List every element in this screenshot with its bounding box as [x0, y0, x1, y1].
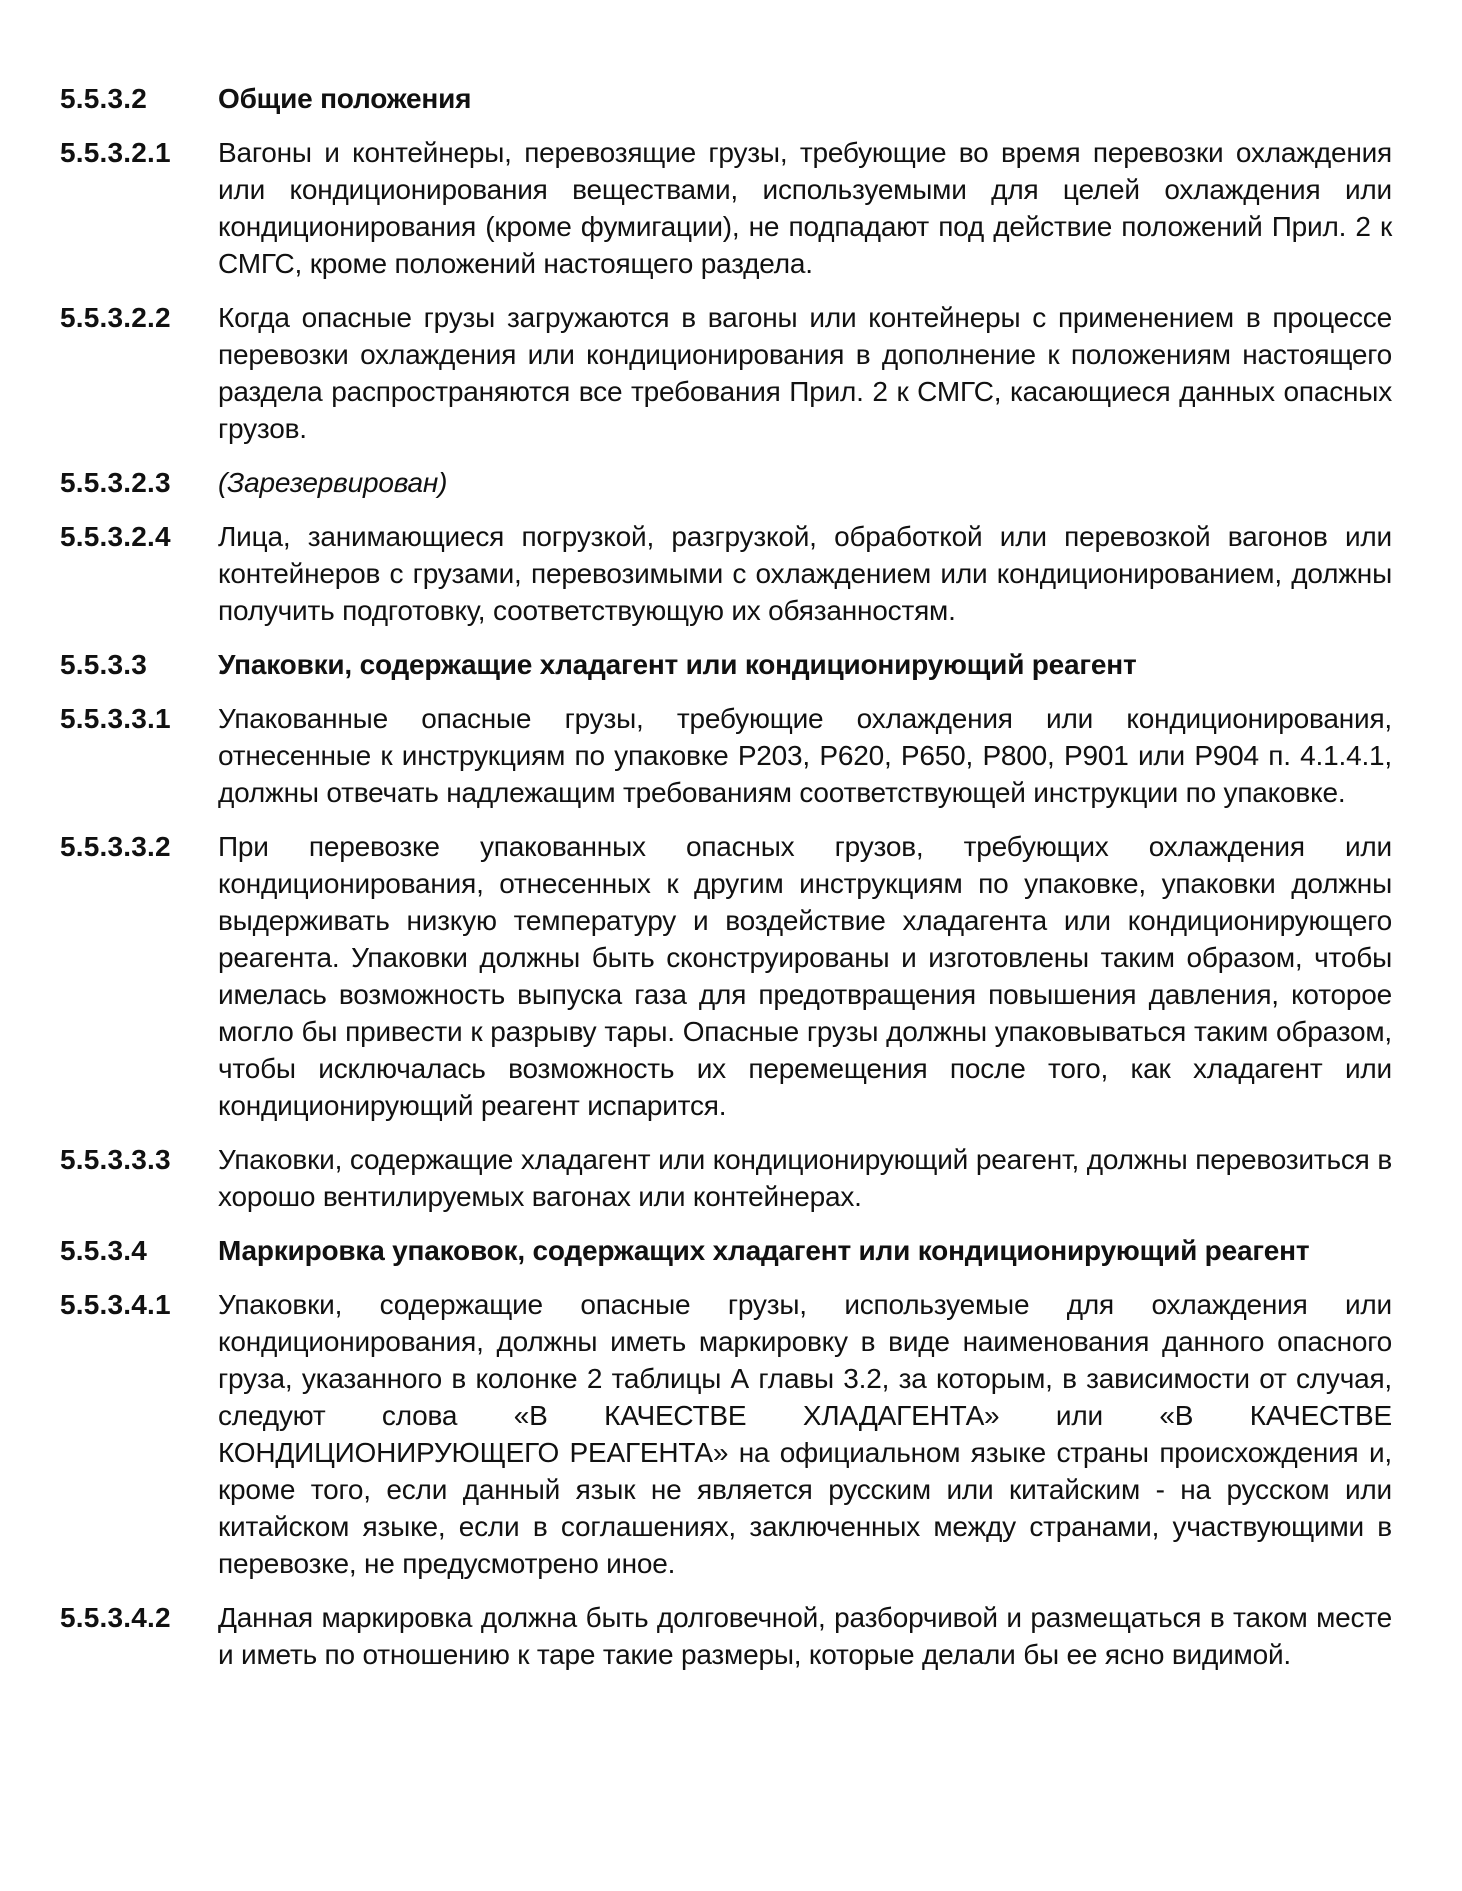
clause-paragraph [60, 518, 1392, 629]
section-number: 5.5.3.3 [60, 649, 148, 680]
clause-paragraph [60, 1286, 1392, 1582]
clause-number: 5.5.3.3.2 [60, 831, 171, 862]
clause-text: Лица, занимающиеся погрузкой, разгрузкой, обработкой или перевозкой вагонов или контейнеров с грузами, перевозимыми с охлаждением или кондиционированием, должны получить подготовку, соответствующую их обязанностям. [218, 521, 1392, 626]
clause-paragraph [60, 1141, 1392, 1215]
clause-paragraph [60, 1599, 1392, 1673]
section-number: 5.5.3.2 [60, 83, 148, 114]
clause-text: При перевозке упакованных опасных грузов, требующих охлаждения или кондиционирования, отнесенных к другим инструкциям по упаковке, упаковки должны выдерживать низкую температуру и воздействие хладагента или кондиционирующего реагента. Упаковки должны быть сконструированы и изготовлены таким образом, чтобы имелась возможность выпуска газа для предотвращения повышения давления, которое могло бы привести к разрыву тары. Опасные грузы должны упаковываться таким образом, чтобы исключалась возможность их перемещения после того, как хладагент или кондиционирующий реагент испарится. [218, 831, 1392, 1121]
section-heading [60, 80, 1392, 117]
clause-paragraph [60, 828, 1392, 1124]
clause-number: 5.5.3.2.1 [60, 137, 171, 168]
clause-number: 5.5.3.4.2 [60, 1602, 171, 1633]
section-heading [60, 1232, 1392, 1269]
clause-paragraph [60, 464, 1392, 501]
clause-text: Упакованные опасные грузы, требующие охлаждения или кондиционирования, отнесенные к инструкциям по упаковке P203, P620, P650, P800, P901 или P904 п. 4.1.4.1, должны отвечать надлежащим требованиям соответствующей инструкции по упаковке. [218, 703, 1392, 808]
clause-paragraph [60, 134, 1392, 282]
clause-text-reserved: (Зарезервирован) [218, 467, 448, 498]
clause-number: 5.5.3.2.3 [60, 467, 171, 498]
section-number: 5.5.3.4 [60, 1235, 148, 1266]
clause-text: Вагоны и контейнеры, перевозящие грузы, требующие во время перевозки охлаждения или кондиционирования веществами, используемыми для целей охлаждения или кондиционирования (кроме фумигации), не подпадают под действие положений Прил. 2 к СМГС, кроме положений настоящего раздела. [218, 137, 1392, 279]
clause-text: Упаковки, содержащие хладагент или кондиционирующий реагент, должны перевозиться в хорошо вентилируемых вагонах или контейнерах. [218, 1144, 1392, 1212]
clause-number: 5.5.3.2.4 [60, 521, 171, 552]
section-title: Маркировка упаковок, содержащих хладагент или кондиционирующий реагент [218, 1235, 1310, 1266]
clause-number: 5.5.3.3.3 [60, 1144, 171, 1175]
clause-number: 5.5.3.3.1 [60, 703, 171, 734]
clause-paragraph [60, 700, 1392, 811]
clause-number: 5.5.3.4.1 [60, 1289, 171, 1320]
document-page [60, 80, 1392, 1690]
section-heading [60, 646, 1392, 683]
section-title: Общие положения [218, 83, 472, 114]
section-title: Упаковки, содержащие хладагент или кондиционирующий реагент [218, 649, 1137, 680]
clause-paragraph [60, 299, 1392, 447]
clause-text: Упаковки, содержащие опасные грузы, используемые для охлаждения или кондиционирования, должны иметь маркировку в виде наименования данного опасного груза, указанного в колонке 2 таблицы А главы 3.2, за которым, в зависимости от случая, следуют слова «В КАЧЕСТВЕ ХЛАДАГЕНТА» или «В КАЧЕСТВЕ КОНДИЦИОНИРУЮЩЕГО РЕАГЕНТА» на официальном языке страны происхождения и, кроме того, если данный язык не является русским или китайским - на русском или китайском языке, если в соглашениях, заключенных между странами, участвующими в перевозке, не предусмотрено иное. [218, 1289, 1392, 1579]
clause-number: 5.5.3.2.2 [60, 302, 171, 333]
clause-text: Когда опасные грузы загружаются в вагоны или контейнеры с применением в процессе перевозки охлаждения или кондиционирования в дополнение к положениям настоящего раздела распространяются все требования Прил. 2 к СМГС, касающиеся данных опасных грузов. [218, 302, 1392, 444]
clause-text: Данная маркировка должна быть долговечной, разборчивой и размещаться в таком месте и иметь по отношению к таре такие размеры, которые делали бы ее ясно видимой. [218, 1602, 1392, 1670]
